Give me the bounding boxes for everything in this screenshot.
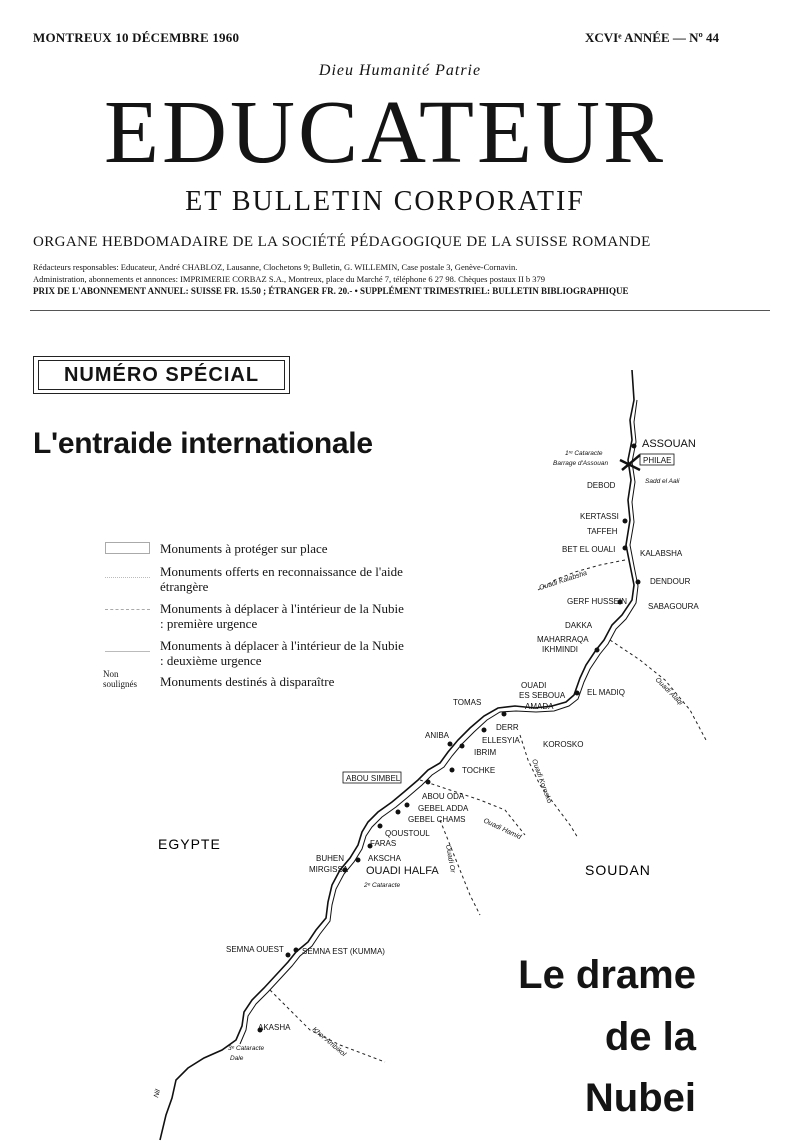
place-ouadi-hamid: Ouadi Hamid [482,817,523,842]
place-kalabsha: KALABSHA [640,549,683,558]
nile-river [160,370,638,1140]
place-korosko: KOROSKO [543,740,584,749]
place-el-madiq: EL MADIQ [587,688,625,697]
place-ouadi-halfa: OUADI HALFA [366,865,439,877]
place-ouadi-alaqi: Ouadi Alaqi [653,676,684,707]
place-date: MONTREUX 10 DÉCEMBRE 1960 [33,30,240,45]
place-tomas: TOMAS [453,698,482,707]
place-dale: Dale [230,1055,244,1062]
place-es-seboua: ES SEBOUA [519,691,566,700]
place-ouadi-korosko: Ouadi Korosko [530,758,553,805]
place-dendour: DENDOUR [650,577,691,586]
place-gerf-hussein: GERF HUSSEIN [567,597,628,606]
place-assouan: ASSOUAN [642,438,696,450]
place-semna-est: SEMNA EST (KUMMA) [302,947,385,956]
admin-line: Administration, abonnements et annonces: IMPRIMERIE CORBAZ S.A., Montreux, place du Marché 7, téléphone 6 27 98. Chèques postaux II b 379 [33,274,546,284]
region-soudan: SOUDAN [585,862,651,878]
closing-line-2: de la [604,1015,696,1059]
place-amada: AMADA [525,702,554,711]
place-kertassi: KERTASSI [580,512,619,521]
place-ellesyia: ELLESYIA [482,736,520,745]
place-akasha: AKASHA [258,1023,291,1032]
place-maharraqa: MAHARRAQA [537,635,589,644]
place-cataracte-3: 3ᵉ Cataracte [228,1045,265,1052]
closing-line-1: Le drame [518,953,696,997]
place-qoustoul: QOUSTOUL [385,829,430,838]
place-sabagoura: SABAGOURA [648,602,699,611]
place-cataracte-2: 2ᵉ Cataracte [364,882,401,889]
prices-line: PRIX DE L'ABONNEMENT ANNUEL: SUISSE FR. 15.50 ; ÉTRANGER FR. 20.- • SUPPLÉMENT TRIMESTRIEL: BULLETIN BIBLIOGRAPHIQUE [33,286,629,296]
closing-line-3: Nubei [584,1076,696,1120]
place-semna-ouest: SEMNA OUEST [226,945,284,954]
dam-marker [620,455,640,470]
legend-item-disappear: Monuments destinés à disparaître [160,674,335,689]
place-cataracte-1: 1ʳᵉ Cataracte [565,450,603,457]
masthead-title: EDUCATEUR [104,83,666,182]
editors-line: Rédacteurs responsables: Educateur, André CHABLOZ, Lausanne, Clochetons 9; Bulletin, G. WILLEMIN, Case postale 3, Genève-Cornavin. [33,262,518,272]
place-nil: Nil [153,1088,163,1099]
place-aniba: ANIBA [425,731,450,740]
place-tochke: TOCHKE [462,766,496,775]
place-philae: PHILAE [643,456,672,465]
masthead-subtitle: ET BULLETIN CORPORATIF [185,186,585,217]
legend-item-protect: Monuments à protéger sur place [160,541,328,556]
section-headline: L'entraide internationale [33,427,373,460]
place-barrage: Barrage d'Assouan [553,460,609,467]
legend-none-label: Non soulignés [103,669,138,689]
place-mirgissa: MIRGISSA [309,865,349,874]
place-taffeh: TAFFEH [587,527,618,536]
place-ouadi-or: Ouadi Or [444,844,456,874]
place-gebel-chams: GEBEL CHAMS [408,815,466,824]
place-abou-oda: ABOU ODA [422,792,465,801]
legend-item-second-urgency: Monuments à déplacer à l'intérieur de la Nubie : deuxième urgence [160,638,404,668]
place-khor-ambikol: Khor Ambikol [310,1026,347,1059]
place-ouadi-kalabsha: Ouadi Kalabsha [538,569,589,592]
legend-item-offered: Monuments offerts en reconnaissance de l'aide étrangère [160,564,403,594]
place-buhen: BUHEN [316,854,345,863]
special-issue-label: NUMÉRO SPÉCIAL [38,360,285,390]
place-sadd-el-aali: Sadd el Aali [645,478,680,485]
place-gebel-adda: GEBEL ADDA [418,804,469,813]
legend-item-first-urgency: Monuments à déplacer à l'intérieur de la Nubie : première urgence [160,601,404,631]
place-bet-el-ouali: BET EL OUALI [562,545,616,554]
place-labels [153,438,699,1099]
place-faras: FARAS [370,839,397,848]
place-akscha: AKSCHA [368,854,401,863]
organ-line: ORGANE HEBDOMADAIRE DE LA SOCIÉTÉ PÉDAGOGIQUE DE LA SUISSE ROMANDE [33,234,651,250]
place-debod: DEBOD [587,481,616,490]
place-ouadi: OUADI [521,681,547,690]
place-ibrim: IBRIM [474,748,497,757]
issue-number: XCVIᵉ ANNÉE — Nº 44 [585,30,720,45]
motto: Dieu Humanité Patrie [318,62,482,79]
place-dakka: DAKKA [565,621,593,630]
region-egypte: EGYPTE [158,836,221,852]
place-derr: DERR [496,723,519,732]
place-ikhmindi: IKHMINDI [542,645,578,654]
place-abou-simbel: ABOU SIMBEL [346,774,401,783]
